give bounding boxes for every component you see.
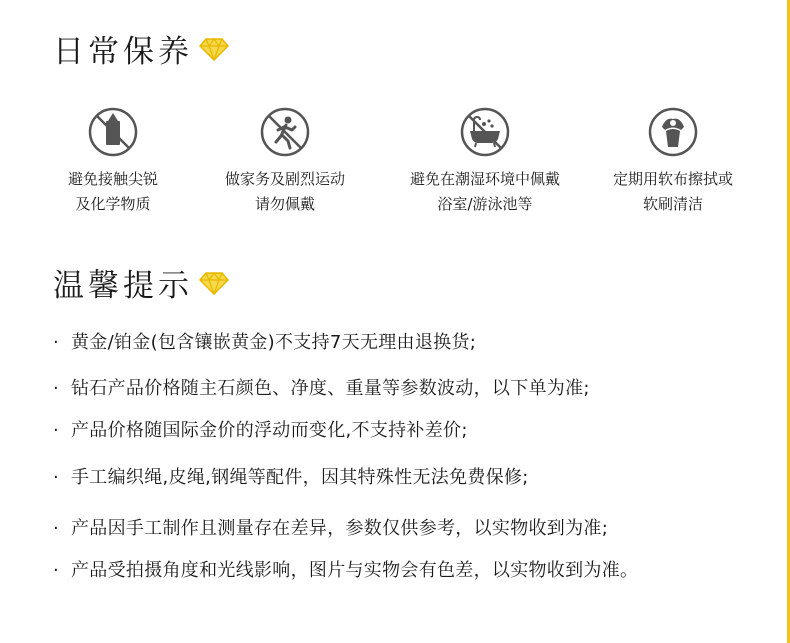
care-caption-line2: 请勿佩戴 (254, 195, 315, 213)
care-caption-line1: 定期用软布擦拭或 (612, 170, 733, 188)
cleaning-cloth-icon (646, 105, 700, 159)
tip-text: 产品价格随国际金价的浮动而变化,不支持补差价; (71, 420, 468, 441)
bullet: · (53, 467, 60, 488)
list-item (53, 463, 529, 489)
running-prohibited-icon (258, 105, 312, 159)
diamond-icon (199, 271, 229, 295)
care-caption-line2: 浴室/游泳池等 (437, 195, 533, 213)
list-item (53, 416, 468, 442)
list-item (53, 328, 476, 354)
tip-text: 产品受拍摄角度和光线影响，图片与实物会有色差，以实物收到为准。 (71, 560, 639, 581)
list-item (53, 556, 638, 582)
care-caption (68, 167, 158, 217)
tips-title-text: 温馨提示 (53, 268, 193, 304)
bullet: · (53, 560, 60, 581)
bullet: · (53, 420, 60, 441)
care-icons-row (0, 105, 790, 225)
care-item-bath (395, 105, 575, 217)
tips-section-title (53, 260, 229, 305)
diamond-icon (199, 37, 229, 61)
tip-text: 钻石产品价格随主石颜色、净度、重量等参数波动，以下单为准; (71, 378, 590, 399)
care-item-cleaning (583, 105, 763, 217)
list-item (53, 374, 590, 400)
care-caption-line2: 及化学物质 (75, 195, 151, 213)
care-caption-line1: 避免在潮湿环境中佩戴 (409, 170, 560, 188)
care-item-running (195, 105, 375, 217)
bath-prohibited-icon (458, 105, 512, 159)
bullet: · (53, 518, 60, 539)
bullet: · (53, 378, 60, 399)
tip-text: 黄金/铂金(包含镶嵌黄金)不支持7天无理由退换货; (71, 332, 477, 353)
list-item (53, 514, 608, 540)
sharp-object-prohibited-icon (86, 105, 140, 159)
care-section-title (53, 26, 229, 71)
care-caption (225, 167, 345, 217)
tip-text: 产品因手工制作且测量存在差异，参数仅供参考，以实物收到为准; (71, 518, 609, 539)
care-caption (613, 167, 733, 217)
bullet: · (53, 332, 60, 353)
care-caption (410, 167, 560, 217)
care-caption-line2: 软刷清洁 (642, 195, 703, 213)
care-title-text: 日常保养 (53, 34, 193, 70)
tip-text: 手工编织绳,皮绳,钢绳等配件，因其特殊性无法免费保修; (71, 467, 529, 488)
care-caption-line1: 做家务及剧烈运动 (224, 170, 345, 188)
care-item-sharp (23, 105, 203, 217)
care-caption-line1: 避免接触尖锐 (67, 170, 158, 188)
